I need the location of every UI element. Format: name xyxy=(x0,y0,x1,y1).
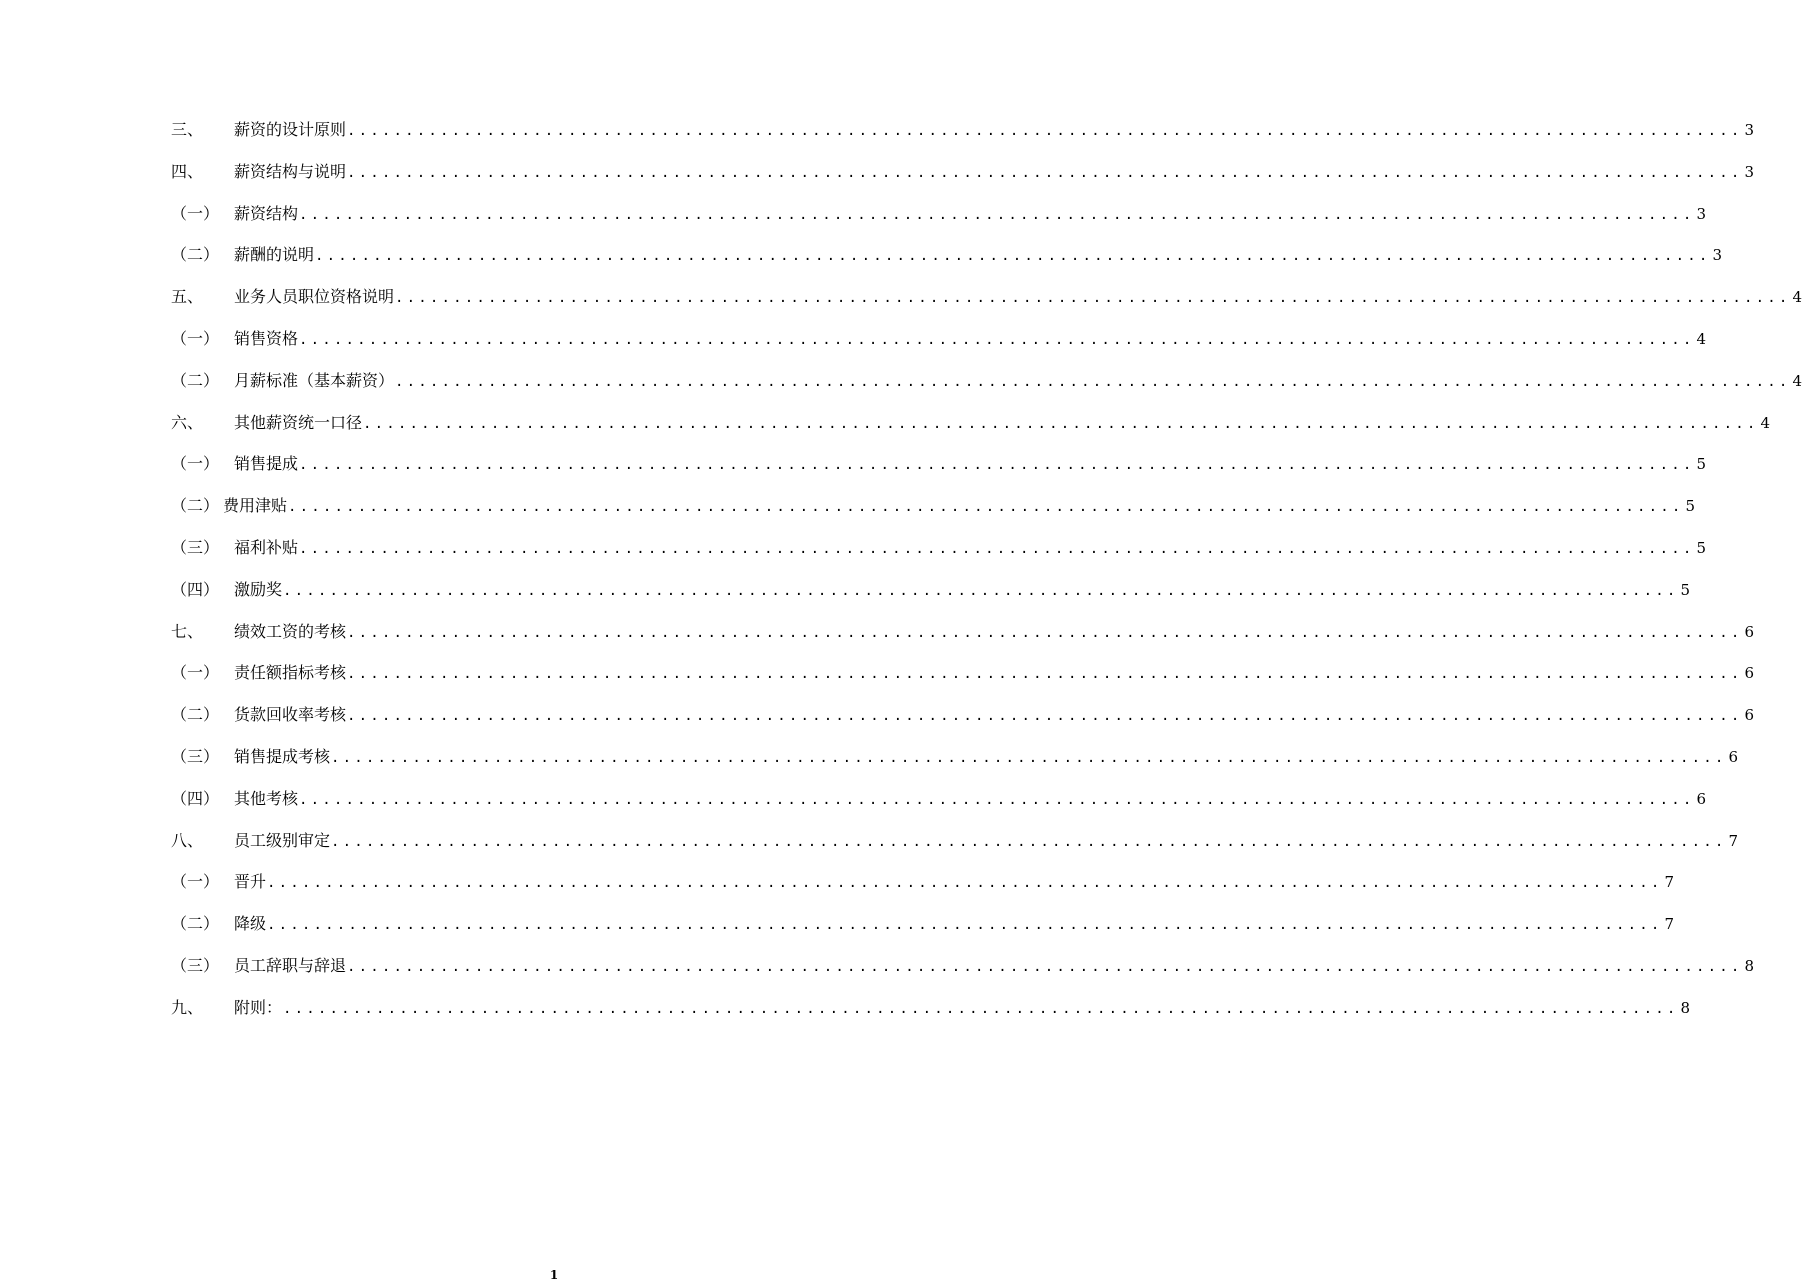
toc-entry[interactable] xyxy=(0,578,1691,602)
toc-entry-number: （四） xyxy=(171,579,220,599)
toc-entry-line xyxy=(234,452,1707,477)
page-number: 1 xyxy=(549,1268,559,1282)
toc-dot-leader: ........................................................................................................................ xyxy=(315,248,1711,265)
toc-entry-number: 九、 xyxy=(171,997,204,1017)
toc-entry-title: 货款回收率考核 xyxy=(234,705,347,725)
toc-entry-page: 3 xyxy=(1696,204,1707,223)
toc-dot-leader: ........................................................................................................................ xyxy=(283,582,1679,599)
toc-entry-number: （三） xyxy=(171,956,220,975)
toc-entry-line xyxy=(234,870,1675,895)
toc-entry-number: （二） xyxy=(171,914,220,934)
toc-entry[interactable] xyxy=(0,912,1675,936)
toc-entry-number: （四） xyxy=(171,788,220,808)
toc-entry-page: 6 xyxy=(1696,789,1707,808)
toc-entry[interactable] xyxy=(0,661,1755,685)
toc-dot-leader: ........................................................................................................................ xyxy=(347,164,1743,181)
toc-entry-number: （三） xyxy=(171,747,220,766)
toc-entry-line xyxy=(234,661,1755,686)
toc-entry[interactable] xyxy=(0,745,1739,769)
toc-entry-line xyxy=(234,745,1739,770)
toc-entry-number: （二） xyxy=(171,705,220,725)
toc-entry-title: 薪资的设计原则 xyxy=(234,120,347,139)
toc-entry-title: 费用津贴 xyxy=(223,496,288,516)
toc-entry-line xyxy=(234,787,1707,812)
toc-entry[interactable] xyxy=(0,452,1707,476)
toc-entry-number: 七、 xyxy=(171,621,204,641)
toc-entry-page: 7 xyxy=(1664,873,1675,892)
toc-entry-line xyxy=(234,243,1723,268)
toc-entry[interactable] xyxy=(0,494,1696,518)
toc-entry[interactable] xyxy=(0,620,1755,644)
toc-entry-line xyxy=(234,620,1755,645)
toc-dot-leader: ........................................................................................................................ xyxy=(299,791,1695,808)
toc-entry-title: 其他考核 xyxy=(234,788,299,808)
toc-entry-number: （三） xyxy=(171,538,220,557)
toc-entry-page: 8 xyxy=(1680,998,1691,1017)
toc-entry-page: 3 xyxy=(1744,162,1755,181)
toc-dot-leader: ........................................................................................................................ xyxy=(299,541,1695,557)
toc-entry[interactable] xyxy=(0,870,1675,894)
toc-entry-line xyxy=(234,160,1755,185)
toc-dot-leader: ........................................................................................................................ xyxy=(347,624,1743,641)
toc-entry-page: 5 xyxy=(1685,497,1696,516)
toc-entry-title: 销售资格 xyxy=(234,329,299,348)
toc-entry-page: 4 xyxy=(1792,371,1802,390)
toc-entry-page: 6 xyxy=(1744,664,1755,683)
toc-entry-page: 3 xyxy=(1744,121,1755,139)
toc-entry-title: 责任额指标考核 xyxy=(234,663,347,683)
toc-entry-page: 7 xyxy=(1728,831,1739,850)
toc-entry[interactable] xyxy=(0,996,1691,1020)
toc-entry-number: （二） xyxy=(171,496,220,516)
toc-entry-number: （一） xyxy=(171,454,220,474)
toc-entry[interactable] xyxy=(0,954,1755,978)
toc-entry-page: 4 xyxy=(1760,413,1771,432)
toc-entry-line xyxy=(234,703,1755,728)
toc-dot-leader: ........................................................................................................................ xyxy=(347,708,1743,725)
toc-entry-page: 8 xyxy=(1744,957,1755,975)
toc-entry-title: 薪酬的说明 xyxy=(234,245,315,265)
toc-entry-line xyxy=(234,202,1707,227)
toc-entry-line xyxy=(234,285,1802,310)
toc-dot-leader: ........................................................................................................................ xyxy=(288,499,1684,516)
toc-entry-number: 五、 xyxy=(171,287,204,307)
toc-entry-title: 业务人员职位资格说明 xyxy=(234,287,395,307)
toc-entry-title: 员工级别审定 xyxy=(234,830,331,850)
toc-entry-line xyxy=(234,996,1691,1021)
toc-entry-page: 5 xyxy=(1696,539,1707,557)
toc-dot-leader: ........................................................................................................................ xyxy=(363,415,1759,432)
toc-dot-leader: ........................................................................................................................ xyxy=(395,373,1791,390)
toc-entry-title: 附则： xyxy=(234,997,283,1017)
toc-entry-line xyxy=(234,118,1755,143)
toc-dot-leader: ........................................................................................................................ xyxy=(299,457,1695,474)
toc-entry-line xyxy=(234,829,1739,854)
toc-entry-number: （一） xyxy=(171,203,220,223)
toc-entry-page: 6 xyxy=(1744,706,1755,725)
toc-entry-number: 三、 xyxy=(171,120,204,139)
toc-entry-page: 4 xyxy=(1792,288,1802,307)
toc-entry[interactable] xyxy=(0,243,1723,267)
toc-entry-line xyxy=(234,411,1771,436)
toc-dot-leader: ........................................................................................................................ xyxy=(299,332,1695,348)
toc-entry-line xyxy=(234,954,1755,979)
toc-entry-page: 4 xyxy=(1696,330,1707,348)
toc-entry-line xyxy=(234,327,1707,352)
toc-entry[interactable] xyxy=(0,536,1707,560)
toc-entry-number: 四、 xyxy=(171,161,204,181)
toc-dot-leader: ........................................................................................................................ xyxy=(299,206,1695,223)
toc-entry[interactable] xyxy=(0,829,1739,853)
toc-entry-title: 福利补贴 xyxy=(234,538,299,557)
toc-dot-leader: ........................................................................................................................ xyxy=(347,123,1743,139)
toc-dot-leader: ........................................................................................................................ xyxy=(347,959,1743,975)
toc-entry-number: （二） xyxy=(171,245,220,265)
toc-dot-leader: ........................................................................................................................ xyxy=(283,1000,1679,1017)
toc-entry-page: 5 xyxy=(1696,455,1707,474)
toc-entry-title: 月薪标准（基本薪资） xyxy=(234,370,395,390)
toc-entry-title: 销售提成考核 xyxy=(234,747,331,766)
toc-entry-number: （一） xyxy=(171,872,220,892)
toc-entry-number: （一） xyxy=(171,329,220,348)
toc-entry-title: 薪资结构 xyxy=(234,203,299,223)
toc-entry-title: 销售提成 xyxy=(234,454,299,474)
toc-entry-title: 激励奖 xyxy=(234,579,283,599)
toc-entry-number: 八、 xyxy=(171,830,204,850)
toc-entry-line xyxy=(234,536,1707,561)
toc-entry[interactable] xyxy=(0,285,1802,309)
toc-entry[interactable] xyxy=(0,703,1755,727)
toc-dot-leader: ........................................................................................................................ xyxy=(395,290,1791,307)
toc-entry-title: 晋升 xyxy=(234,872,267,892)
toc-entry-line xyxy=(234,369,1802,394)
toc-entry[interactable] xyxy=(0,411,1771,435)
toc-entry-number: 六、 xyxy=(171,412,204,432)
toc-entry-title: 薪资结构与说明 xyxy=(234,161,347,181)
toc-entry[interactable] xyxy=(0,369,1802,393)
toc-entry-page: 6 xyxy=(1728,748,1739,766)
toc-dot-leader: ........................................................................................................................ xyxy=(331,833,1727,850)
toc-dot-leader: ........................................................................................................................ xyxy=(347,666,1743,683)
toc-entry-line xyxy=(223,494,1696,519)
toc-dot-leader: ........................................................................................................................ xyxy=(267,917,1663,934)
toc-dot-leader: ........................................................................................................................ xyxy=(331,750,1727,766)
toc-entry-line xyxy=(234,578,1691,603)
toc-entry-page: 5 xyxy=(1680,580,1691,599)
toc-entry[interactable] xyxy=(0,160,1755,184)
toc-dot-leader: ........................................................................................................................ xyxy=(267,875,1663,892)
toc-entry[interactable] xyxy=(0,202,1707,226)
toc-entry[interactable] xyxy=(0,118,1755,142)
toc-entry-number: （一） xyxy=(171,663,220,683)
toc-entry[interactable] xyxy=(0,787,1707,811)
toc-entry-title: 其他薪资统一口径 xyxy=(234,412,363,432)
toc-entry-page: 3 xyxy=(1712,246,1723,265)
toc-entry-page: 7 xyxy=(1664,915,1675,934)
toc-entry[interactable] xyxy=(0,327,1707,351)
toc-entry-number: （二） xyxy=(171,370,220,390)
toc-entry-line xyxy=(234,912,1675,937)
toc-entry-page: 6 xyxy=(1744,622,1755,641)
toc-entry-title: 员工辞职与辞退 xyxy=(234,956,347,975)
toc-entry-title: 降级 xyxy=(234,914,267,934)
toc-entry-title: 绩效工资的考核 xyxy=(234,621,347,641)
